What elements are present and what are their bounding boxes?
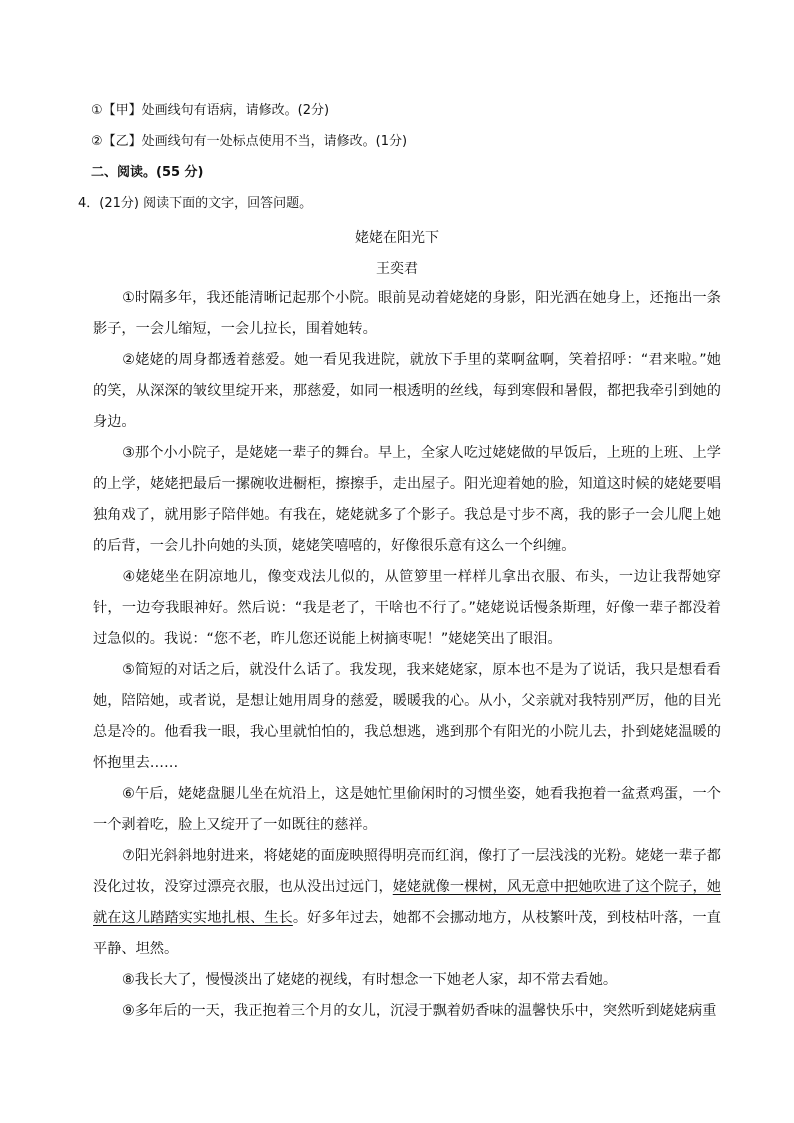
paragraph-4-text: ④姥姥坐在阴凉地儿，像变戏法儿似的，从笸箩里一样样儿拿出衣服、布头，一边让我帮她穿针，一边夸我眼神好。然后说：“我是老了，干啥也不行了。”姥姥说话慢条斯理，好像一辈子都没着过急似的。我说：“您不老，昨儿您还说能上树摘枣呢！”姥姥笑出了眼泪。 — [93, 569, 721, 647]
paragraph-7 — [93, 841, 721, 965]
paragraph-7-text: ⑦阳光斜斜地射进来，将姥姥的面庞映照得明亮而红润，像打了一层浅浅的光粉。姥姥一辈子都没化过妆，没穿过漂亮衣服，也从没出过远门， — [93, 848, 721, 895]
paragraph-7-text-end: 。好多年过去，她都不会挪动地方，从枝繁叶茂，到枝枯叶落，一直平静、坦然。 — [93, 910, 721, 957]
paragraph-1 — [93, 283, 721, 345]
paragraph-6-text: ⑥午后，姥姥盘腿儿坐在炕沿上，这是她忙里偷闲时的习惯坐姿，她看我抱着一盆煮鸡蛋，一个一个剥着吃，脸上又绽开了一如既往的慈祥。 — [93, 786, 721, 833]
underlined-sentence: 姥姥就像一棵树，风无意中把她吹进了这个院子，她就在这儿踏踏实实地扎根、生长 — [93, 879, 721, 926]
paragraph-5-text: ⑤简短的对话之后，就没什么话了。我发现，我来姥姥家，原本也不是为了说话，我只是想看看她，陪陪她，或者说，是想让她用周身的慈爱，暖暖我的心。从小，父亲就对我特别严厉，他的目光总是冷的。他看我一眼，我心里就怕怕的，我总想逃，逃到那个有阳光的小院儿去，扑到姥姥温暖的怀抱里去…… — [93, 662, 721, 771]
paragraph-6 — [93, 779, 721, 841]
question-2: ②【乙】处画线句有一处标点使用不当，请修改。(1分) — [91, 134, 408, 149]
paragraph-8-text: ⑧我长大了，慢慢淡出了姥姥的视线，有时想念一下她老人家，却不常去看她。 — [122, 972, 618, 988]
paragraph-3-text: ③那个小小院子，是姥姥一辈子的舞台。早上，全家人吃过姥姥做的早饭后，上班的上班、上学的上学，姥姥把最后一摞碗收进橱柜，擦擦手，走出屋子。阳光迎着她的脸，知道这时候的姥姥要唱独角戏了，就用影子陪伴她。有我在，姥姥就多了个影子。我总是寸步不离，我的影子一会儿爬上她的后背，一会儿扑向她的头顶，姥姥笑嘻嘻的，好像很乐意有这么一个纠缠。 — [93, 445, 721, 554]
paragraph-1-text: ①时隔多年，我还能清晰记起那个小院。眼前晃动着姥姥的身影，阳光洒在她身上，还拖出一条影子，一会儿缩短，一会儿拉长，围着她转。 — [93, 290, 721, 337]
paragraph-2-text: ②姥姥的周身都透着慈爱。她一看见我进院，就放下手里的菜啊盆啊，笑着招呼：“君来啦。”她的笑，从深深的皱纹里绽开来，那慈爱，如同一根透明的丝线，每到寒假和暑假，都把我牵引到她的身边。 — [93, 352, 721, 430]
question-4-intro: 4．(21分) 阅读下面的文字，回答问题。 — [78, 196, 313, 211]
question-1: ①【甲】处画线句有语病，请修改。(2分) — [91, 103, 330, 118]
section-heading: 二、阅读。(55 分) — [91, 165, 204, 180]
paragraph-9-text: ⑨多年后的一天，我正抱着三个月的女儿，沉浸于飘着奶香味的温馨快乐中，突然听到姥姥病重 — [122, 1003, 717, 1019]
paragraph-5 — [93, 655, 721, 779]
article-title: 姥姥在阳光下 — [355, 230, 439, 246]
paragraph-4 — [93, 562, 721, 655]
article-author: 王奕君 — [376, 261, 418, 277]
paragraph-3 — [93, 438, 721, 562]
paragraph-9 — [93, 996, 721, 1027]
paragraph-2 — [93, 345, 721, 438]
paragraph-8 — [93, 965, 721, 996]
